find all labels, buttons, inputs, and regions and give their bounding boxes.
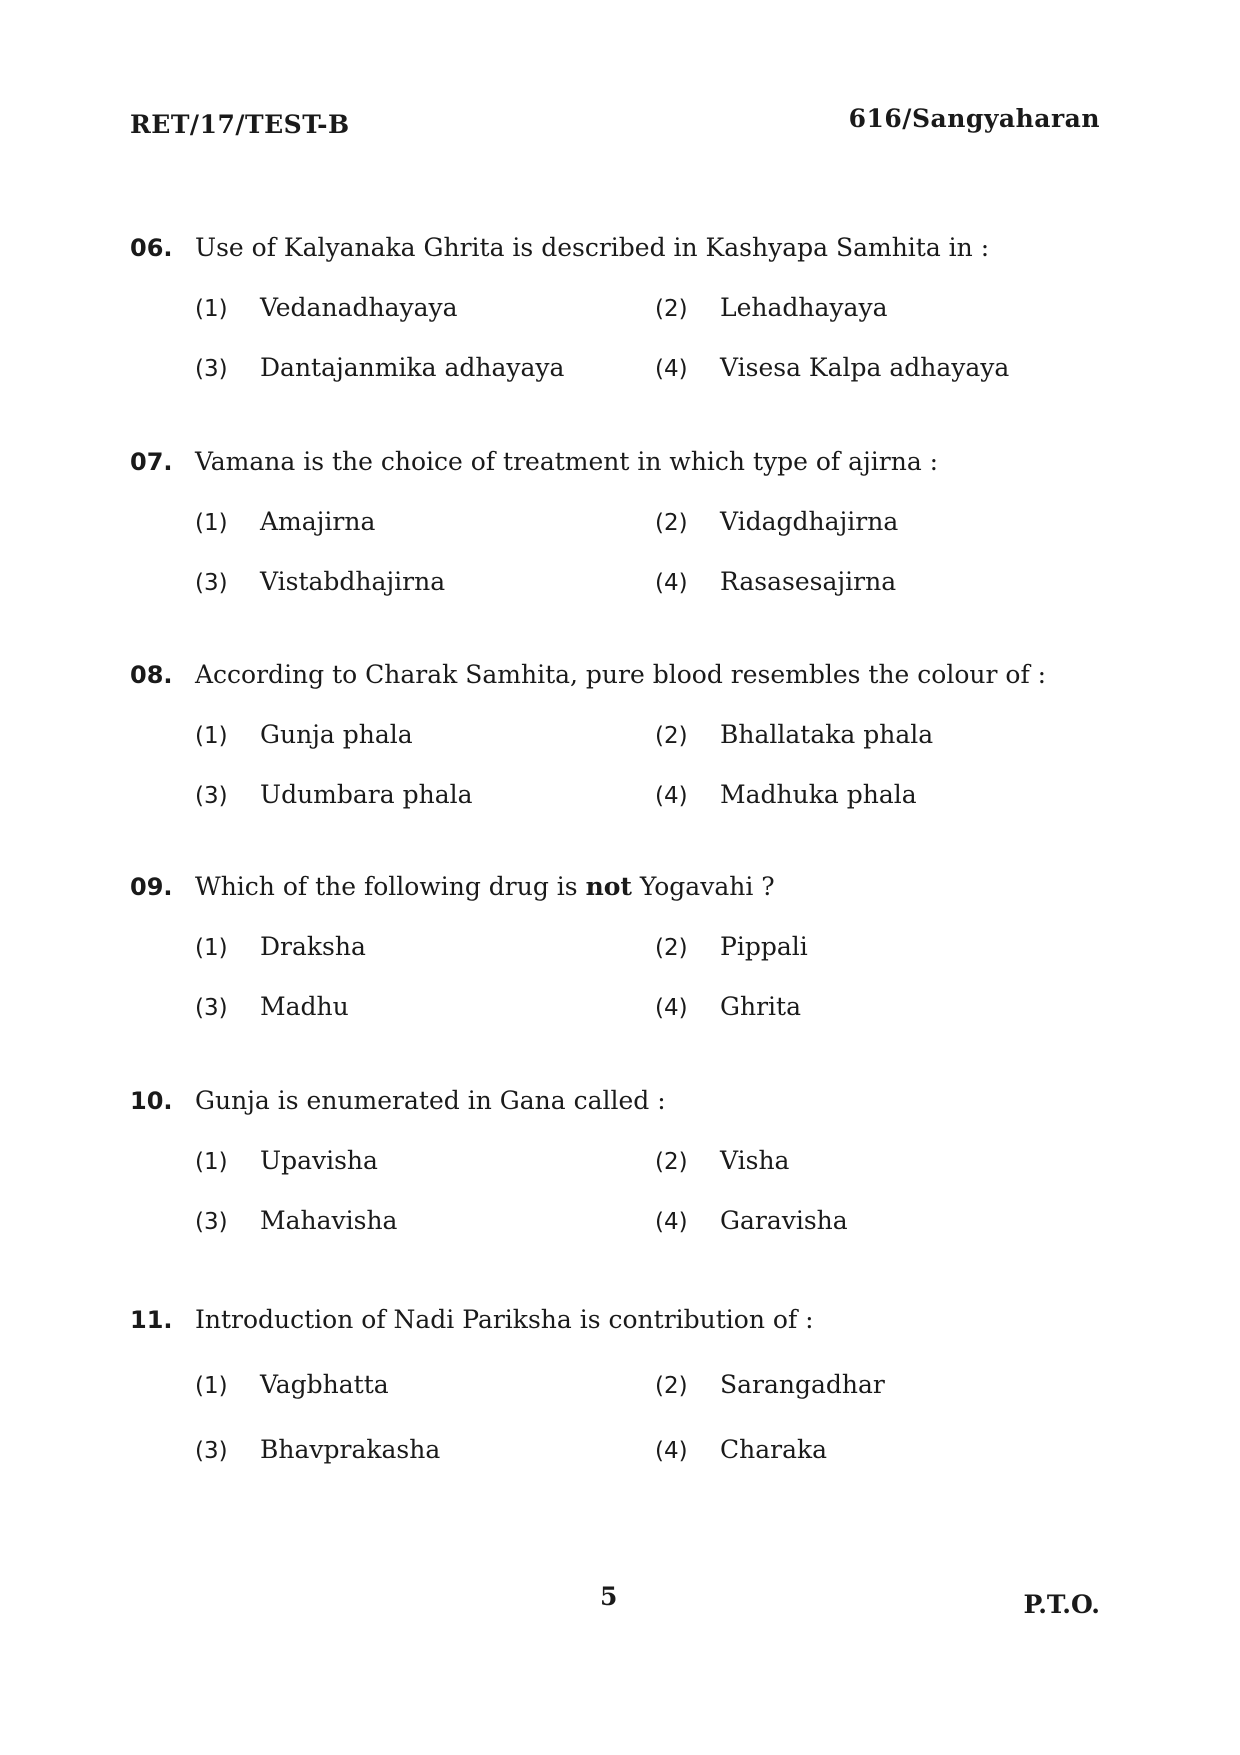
question-number: 10. (130, 1087, 173, 1115)
option-3: (3) Mahavisha (195, 1206, 398, 1235)
option-3: (3) Dantajanmika adhayaya (195, 353, 565, 382)
option-4: (4) Visesa Kalpa adhayaya (655, 353, 1010, 382)
option-3: (3) Vistabdhajirna (195, 567, 446, 596)
question-10 (130, 1081, 1090, 1241)
option-1: (1) Vagbhatta (195, 1370, 389, 1399)
page-number: 5 (600, 1582, 618, 1611)
question-number: 08. (130, 661, 173, 689)
option-4: (4) Garavisha (655, 1206, 848, 1235)
question-text: Use of Kalyanaka Ghrita is described in Kashyapa Samhita in : (195, 233, 990, 262)
please-turn-over: P.T.O. (1023, 1590, 1100, 1619)
option-3: (3) Udumbara phala (195, 780, 473, 809)
question-07 (130, 442, 1090, 602)
question-text: Which of the following drug is not Yogavahi ? (195, 872, 775, 901)
question-09 (130, 867, 1090, 1027)
question-text: Gunja is enumerated in Gana called : (195, 1086, 666, 1115)
question-08 (130, 655, 1090, 815)
question-text: Introduction of Nadi Pariksha is contribution of : (195, 1305, 814, 1334)
emphasis-not: not (585, 872, 632, 901)
question-number: 07. (130, 448, 173, 476)
paper-code: RET/17/TEST-B (130, 110, 350, 139)
question-number: 11. (130, 1306, 173, 1334)
question-text: According to Charak Samhita, pure blood resembles the colour of : (195, 660, 1047, 689)
option-4: (4) Charaka (655, 1435, 828, 1464)
subject-code: 616/Sangyaharan (848, 104, 1100, 133)
question-number: 06. (130, 234, 173, 262)
option-1: (1) Gunja phala (195, 720, 413, 749)
option-2: (2) Bhallataka phala (655, 720, 934, 749)
question-text: Vamana is the choice of treatment in which type of ajirna : (195, 447, 939, 476)
option-2: (2) Lehadhayaya (655, 293, 888, 322)
option-4: (4) Ghrita (655, 992, 801, 1021)
option-1: (1) Draksha (195, 932, 366, 961)
question-number: 09. (130, 873, 173, 901)
option-4: (4) Rasasesajirna (655, 567, 897, 596)
option-3: (3) Madhu (195, 992, 349, 1021)
question-11 (130, 1300, 1090, 1470)
option-2: (2) Sarangadhar (655, 1370, 885, 1399)
option-4: (4) Madhuka phala (655, 780, 917, 809)
option-3: (3) Bhavprakasha (195, 1435, 441, 1464)
option-2: (2) Vidagdhajirna (655, 507, 899, 536)
option-1: (1) Vedanadhayaya (195, 293, 458, 322)
option-2: (2) Visha (655, 1146, 790, 1175)
question-06 (130, 228, 1090, 388)
option-1: (1) Amajirna (195, 507, 376, 536)
option-1: (1) Upavisha (195, 1146, 378, 1175)
option-2: (2) Pippali (655, 932, 808, 961)
